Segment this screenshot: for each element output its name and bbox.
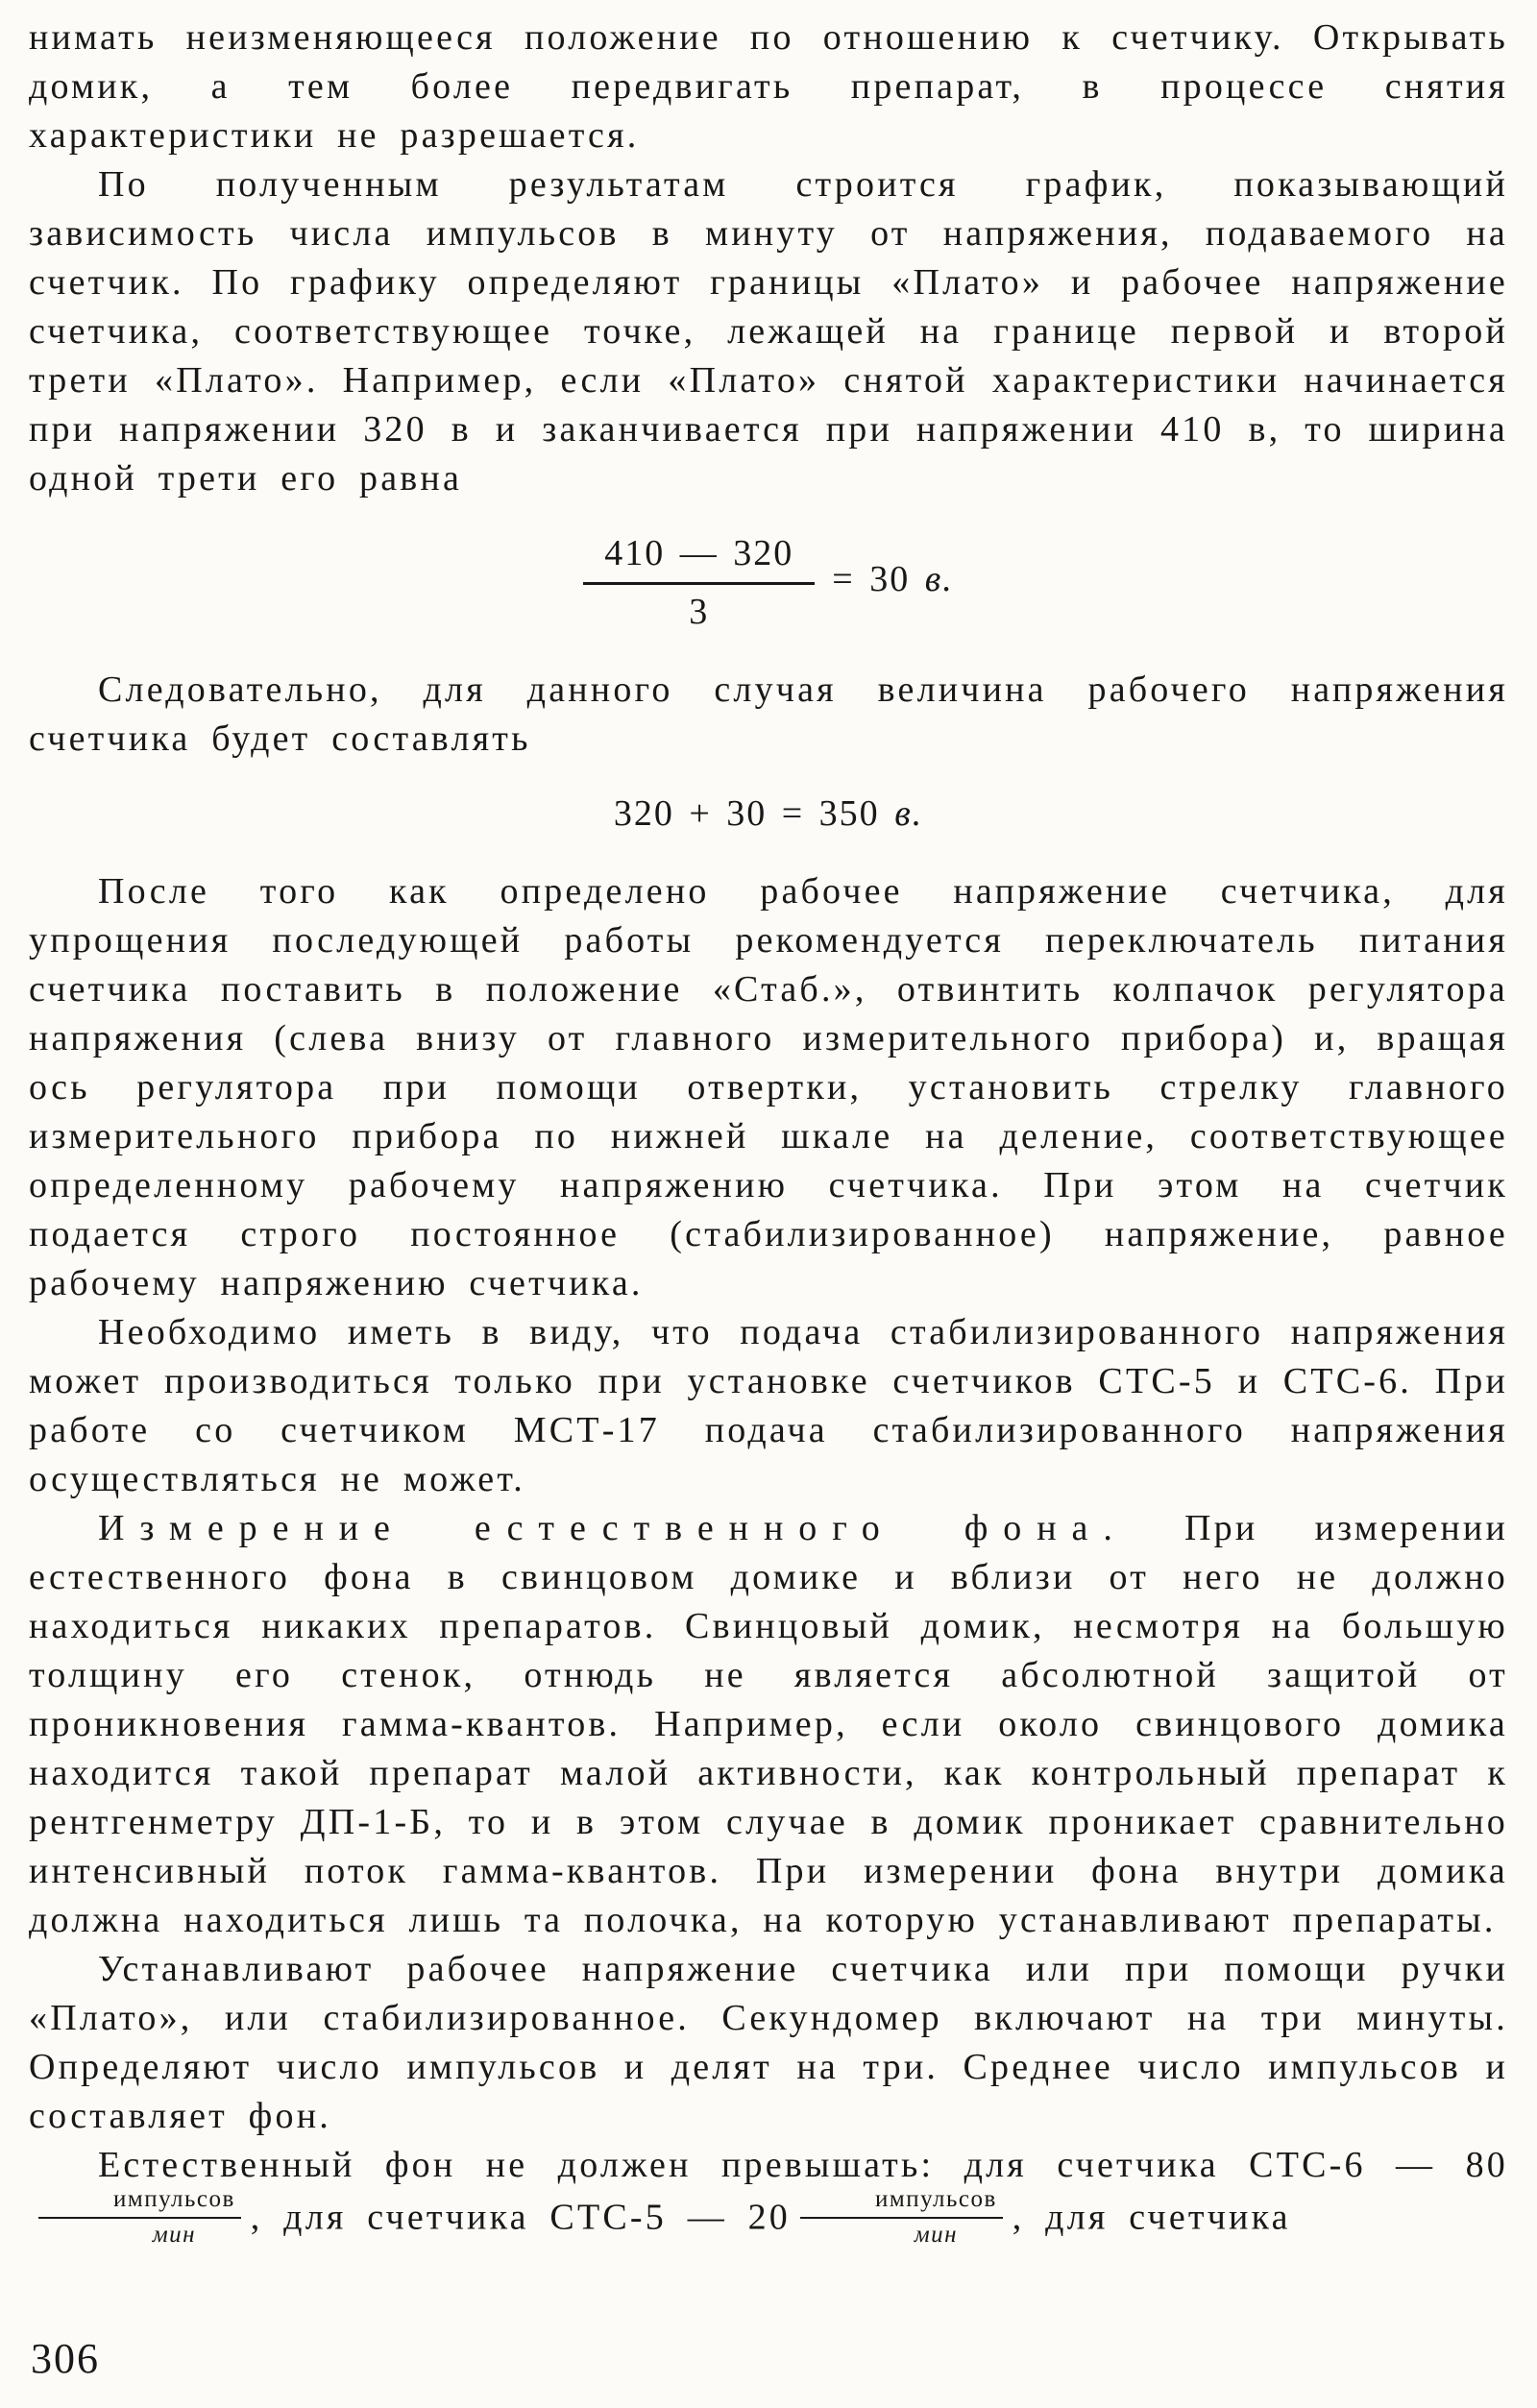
paragraph: Устанавливают рабочее напряжение счетчика или при помощи ручки «Плато», или стабилизированное. Секундомер включают на три минуты. Определяют число импульсов и делят на три. Среднее число импульсов и составляет фон. (29, 1949, 1508, 2136)
fraction-numerator: импульсов (38, 2186, 241, 2219)
paragraph (29, 2141, 1508, 2251)
paragraph: Следовательно, для данного случая величина рабочего напряжения счетчика будет составлять (29, 669, 1508, 759)
unit-volts: в. (894, 793, 924, 834)
fraction-numerator: импульсов (800, 2186, 1003, 2219)
paragraph: По полученным результатам строится график, показывающий зависимость числа импульсов в минуту от напряжения, подаваемого на счетчик. По графику определяют границы «Плато» и рабочее напряжение счетчика, соответствующее точке, лежащей на границе первой и второй трети «Плато». Например, если «Плато» снятой характеристики начинается при напряжении 320 в и заканчивается при напряжении 410 в, то ширина одной трети его равна (29, 164, 1508, 499)
unit-volts: в. (924, 559, 954, 600)
pulses-per-minute-fraction (38, 2186, 241, 2248)
fraction-denominator: мин (152, 2221, 197, 2248)
paragraph: нимать неизменяющееся положение по отношению к счетчику. Открывать домик, а тем более передвигать препарат, в процессе снятия характеристики не разрешается. (29, 17, 1508, 156)
emphasized-lead: Измерение естественного фона. (98, 1508, 1128, 1548)
paragraph-text: , для счетчика СТС-5 — 20 (250, 2197, 791, 2238)
paragraph-text: Естественный фон не должен превышать: для счетчика СТС-6 — 80 (98, 2145, 1508, 2185)
formula-plateau-third (29, 532, 1508, 633)
formula-result: = 30 (832, 559, 911, 600)
formula-expression: 320 + 30 = 350 (613, 793, 880, 834)
paragraph-text: При измерении естественного фона в свинцовом домике и вблизи от него не должно находиться никаких препаратов. Свинцовый домик, несмотря на большую толщину его стенок, отнюдь не является абсолютной защитой от проникновения гамма-квантов. Например, если около свинцового домика находится такой препарат малой активности, как контрольный препарат к рентгенметру ДП-1-Б, то и в этом случае в домик проникает сравнительно интенсивный поток гамма-квантов. При измерении фона внутри домика должна находиться лишь та полочка, на которую устанавливают препараты. (29, 1508, 1508, 1940)
formula-working-voltage (29, 792, 1508, 835)
fraction-denominator: 3 (689, 592, 710, 632)
page-number: 306 (31, 2335, 100, 2382)
paragraph-text: , для счетчика (1012, 2197, 1291, 2238)
paragraph: После того как определено рабочее напряжение счетчика, для упрощения последующей работы рекомендуется переключатель питания счетчика поставить в положение «Стаб.», отвинтить колпачок регулятора напряжения (слева внизу от главного измерительного прибора) и, вращая ось регулятора при помощи отвертки, установить стрелку главного измерительного прибора по нижней шкале на деление, соответствующее определенному рабочему напряжению счетчика. При этом на счетчик подается строго постоянное (стабилизированное) напряжение, равное рабочему напряжению счетчика. (29, 871, 1508, 1303)
paragraph: Необходимо иметь в виду, что подача стабилизированного напряжения может производиться только при установке счетчиков СТС-5 и СТС-6. При работе со счетчиком МСТ-17 подача стабилизированного напряжения осуществляться не может. (29, 1312, 1508, 1499)
fraction-denominator: мин (914, 2221, 959, 2248)
fraction (583, 532, 815, 633)
pulses-per-minute-fraction (800, 2186, 1003, 2248)
fraction-numerator: 410 — 320 (583, 532, 815, 585)
paragraph (29, 1504, 1508, 1945)
